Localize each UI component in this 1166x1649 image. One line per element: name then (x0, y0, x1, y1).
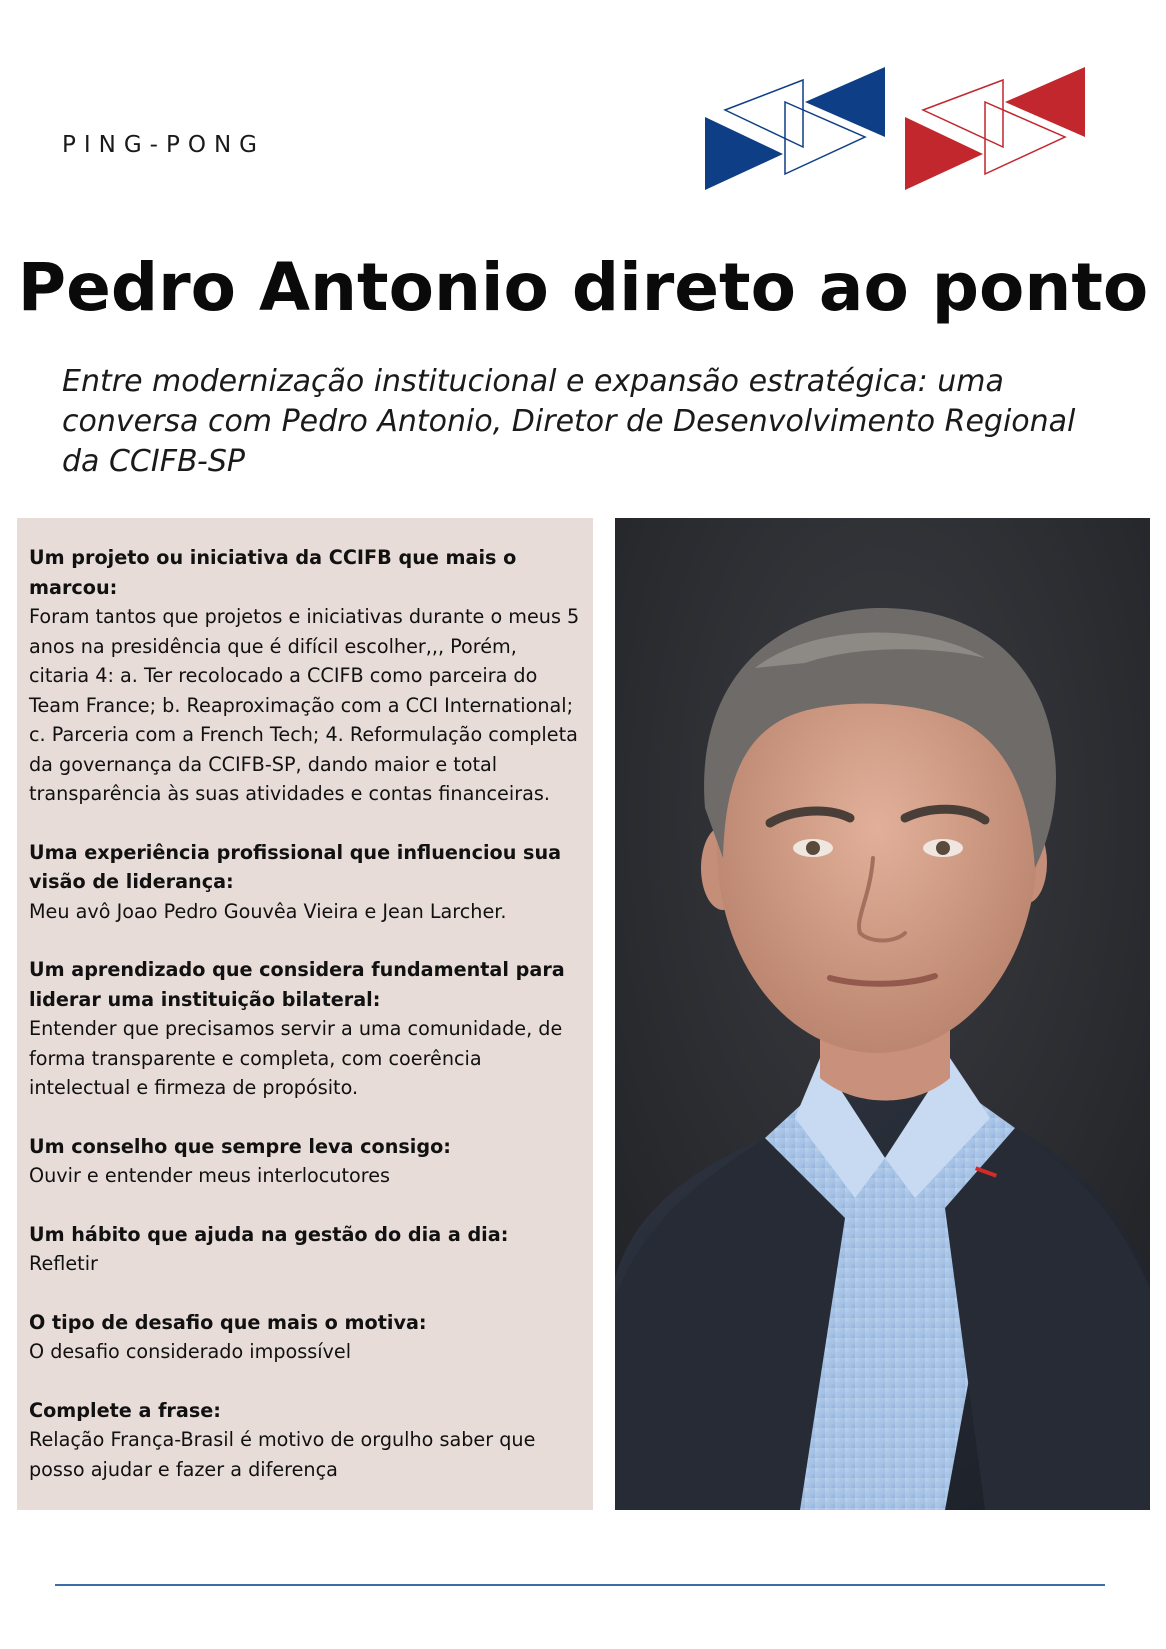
qa-item (29, 955, 581, 1103)
qa-question: Complete a frase: (29, 1398, 221, 1422)
portrait-illustration (615, 518, 1150, 1510)
qa-question: Uma experiência profissional que influenciou sua visão de liderança: (29, 840, 562, 893)
qa-panel (17, 518, 593, 1510)
qa-answer: Foram tantos que projetos e iniciativas durante o meus 5 anos na presidência que é difícil escolher,,, Porém, citaria 4: a. Ter recolocado a CCIFB como parceira do Team France; b. Reaproximação com a CCI International; c. Parceria com a French Tech; 4. Reformulação completa da governança da CCIFB-SP, dando maior e total transparência às suas atividades e contas financeiras. (29, 605, 580, 805)
qa-item (29, 1132, 581, 1191)
portrait-photo (615, 518, 1150, 1510)
qa-question: Um projeto ou iniciativa da CCIFB que mais o marcou: (29, 546, 517, 599)
qa-answer: Refletir (29, 1252, 98, 1275)
qa-question: Um aprendizado que considera fundamental para liderar uma instituição bilateral: (29, 958, 565, 1011)
article-title: Pedro Antonio direto ao ponto (17, 249, 1149, 326)
qa-answer: Entender que precisamos servir a uma comunidade, de forma transparente e completa, com coerência intelectual e firmeza de propósito. (29, 1017, 563, 1099)
qa-item (29, 1396, 581, 1485)
qa-answer: Ouvir e entender meus interlocutores (29, 1164, 391, 1187)
qa-item (29, 1220, 581, 1279)
qa-question: Um hábito que ajuda na gestão do dia a dia: (29, 1222, 509, 1246)
qa-answer: Meu avô Joao Pedro Gouvêa Vieira e Jean Larcher. (29, 899, 507, 923)
qa-question: Um conselho que sempre leva consigo: (29, 1134, 451, 1158)
qa-item (29, 838, 581, 927)
qa-answer: O desafio considerado impossível (29, 1340, 352, 1363)
triangles-logo-icon (705, 62, 1125, 202)
section-label: PING-PONG (62, 132, 265, 158)
qa-answer: Relação França-Brasil é motivo de orgulho saber que posso ajudar e fazer a diferença (29, 1428, 536, 1481)
qa-question: O tipo de desafio que mais o motiva: (29, 1310, 427, 1334)
article-subtitle: Entre modernização institucional e expansão estratégica: uma conversa com Pedro Antonio, Diretor de Desenvolvimento Regional da CCIFB-SP (62, 364, 1076, 479)
qa-item (29, 543, 581, 809)
qa-item (29, 1308, 581, 1367)
footer-rule (55, 1584, 1105, 1586)
